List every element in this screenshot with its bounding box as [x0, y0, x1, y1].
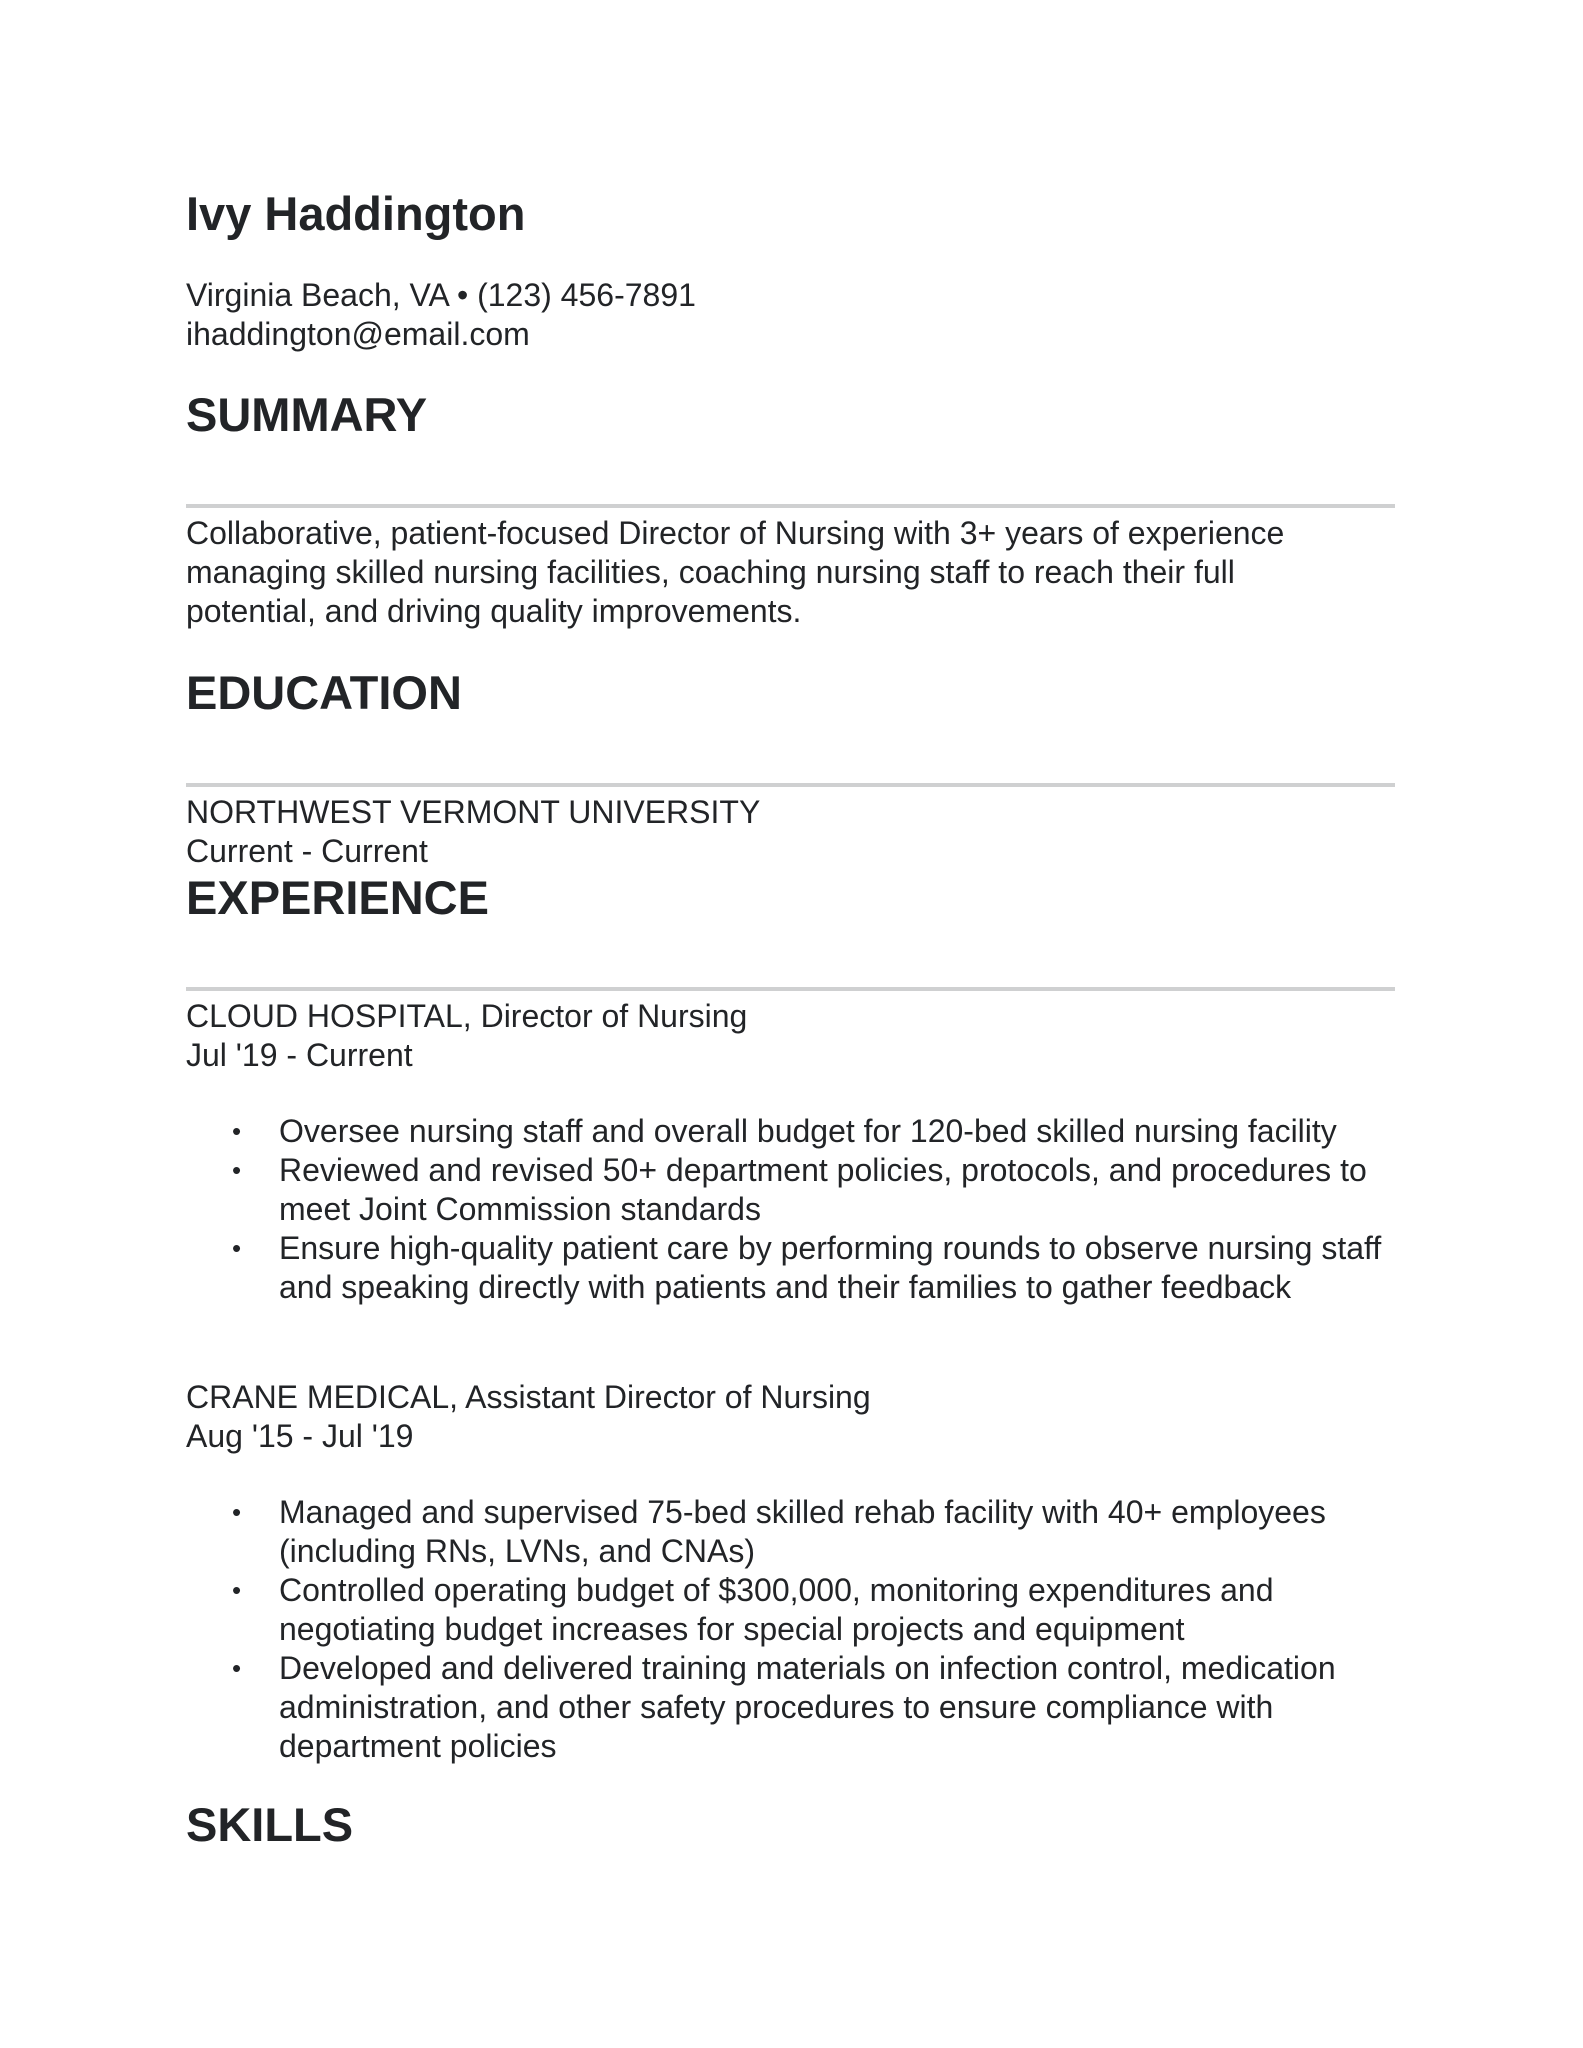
bullet-icon: •	[232, 1575, 242, 1605]
education-dates: Current - Current	[186, 833, 428, 869]
education-heading: EDUCATION	[186, 666, 462, 719]
bullet-text: Oversee nursing staff and overall budget for 120-bed skilled nursing facility	[279, 1113, 1337, 1149]
job-bullets	[186, 1493, 1416, 1766]
summary-heading: SUMMARY	[186, 388, 428, 441]
job-dates: Aug '15 - Jul '19	[186, 1418, 414, 1454]
list-item	[186, 1649, 1416, 1766]
job-title-line: CRANE MEDICAL, Assistant Director of Nursing	[186, 1379, 871, 1415]
skills-heading: SKILLS	[186, 1798, 354, 1851]
bullet-icon: •	[232, 1155, 242, 1185]
education-divider	[186, 783, 1395, 787]
bullet-icon: •	[232, 1497, 242, 1527]
job-header	[186, 1378, 1416, 1456]
experience-divider	[186, 987, 1395, 991]
list-item	[186, 1571, 1416, 1649]
summary-text: Collaborative, patient-focused Director of Nursing with 3+ years of experience managing skilled nursing facilities, coaching nursing staff to reach their full potential, and driving quality improvements.	[186, 515, 1285, 629]
bullet-text: Developed and delivered training materials on infection control, medication administration, and other safety procedures to ensure compliance with department policies	[279, 1650, 1336, 1764]
list-item	[186, 1112, 1416, 1151]
location-phone: Virginia Beach, VA • (123) 456-7891	[186, 277, 696, 313]
summary-divider	[186, 504, 1395, 508]
email-address: ihaddington@email.com	[186, 316, 530, 352]
bullet-text: Ensure high-quality patient care by performing rounds to observe nursing staff and speaking directly with patients and their families to gather feedback	[279, 1230, 1382, 1305]
bullet-text: Reviewed and revised 50+ department policies, protocols, and procedures to meet Joint Commission standards	[279, 1152, 1367, 1227]
experience-heading: EXPERIENCE	[186, 871, 489, 924]
job-header	[186, 997, 1416, 1075]
bullet-icon: •	[232, 1653, 242, 1683]
job-dates: Jul '19 - Current	[186, 1037, 413, 1073]
bullet-text: Controlled operating budget of $300,000, monitoring expenditures and negotiating budget increases for special projects and equipment	[279, 1572, 1274, 1647]
school-name: NORTHWEST VERMONT UNIVERSITY	[186, 794, 761, 830]
job-bullets	[186, 1112, 1416, 1307]
list-item	[186, 1493, 1416, 1571]
list-item	[186, 1151, 1416, 1229]
candidate-name: Ivy Haddington	[186, 187, 526, 240]
job-title-line: CLOUD HOSPITAL, Director of Nursing	[186, 998, 748, 1034]
bullet-text: Managed and supervised 75-bed skilled rehab facility with 40+ employees (including RNs, LVNs, and CNAs)	[279, 1494, 1326, 1569]
bullet-icon: •	[232, 1116, 242, 1146]
list-item	[186, 1229, 1416, 1307]
contact-block	[186, 276, 696, 354]
bullet-icon: •	[232, 1233, 242, 1263]
education-entry	[186, 793, 1416, 871]
